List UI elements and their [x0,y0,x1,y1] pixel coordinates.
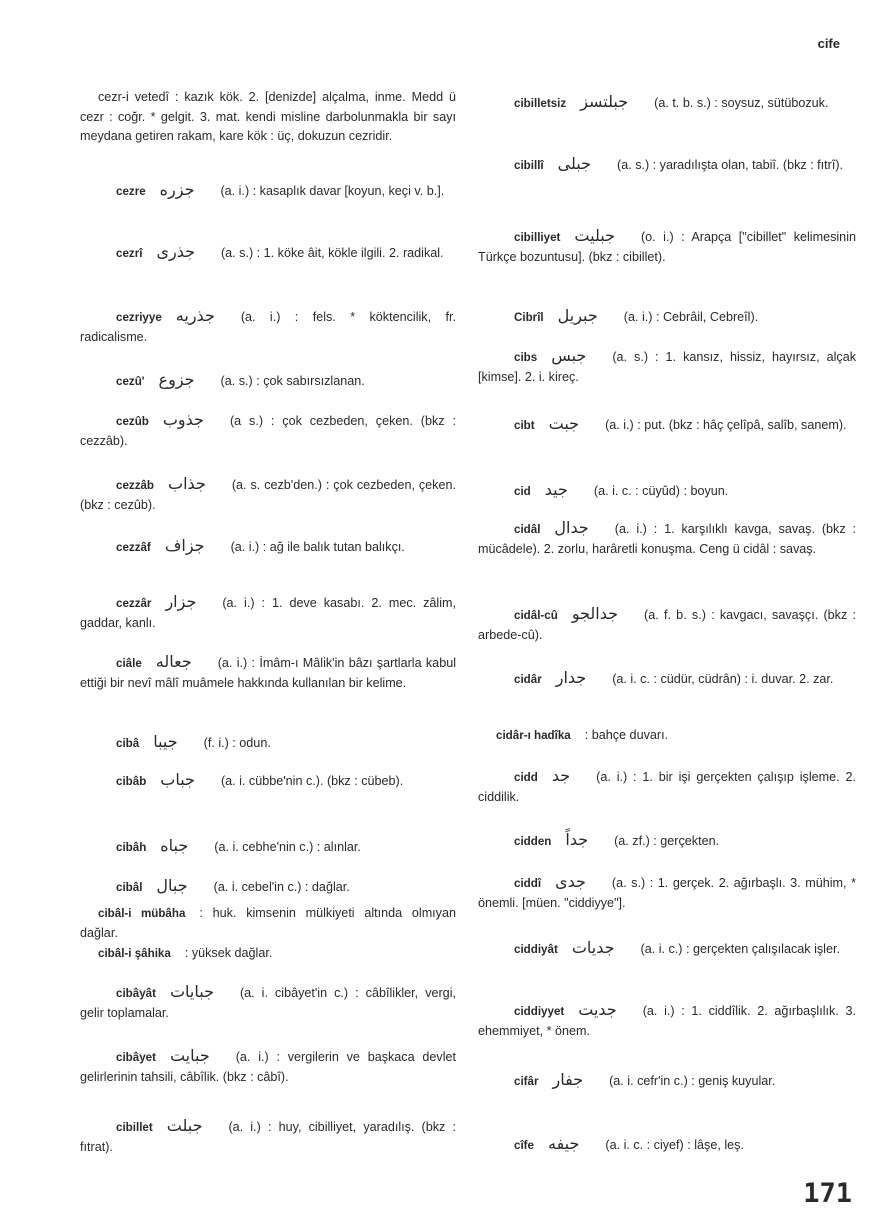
entry-headword: cidâr [514,673,542,686]
entry-definition: : bahçe duvarı. [584,728,669,742]
entry-arabic-script: جدال [554,518,589,537]
entry-arabic-script: جبریل [557,306,598,325]
entry-headword: cezrî [116,247,143,260]
entry-definition: (a. s.) : 1. köke âit, kökle ilgili. 2. radikal. [220,246,444,260]
entry-definition: (a. s.) : 1. kansız, hissiz, hayırsız, alçak [kimse]. 2. i. kireç. [478,350,856,384]
entry-headword: cibs [514,351,538,364]
dictionary-entry [80,904,456,943]
entry-headword: cezzâb [116,479,155,492]
dictionary-entry [478,938,856,960]
entry-arabic-script: جدالجو [571,604,619,623]
dictionary-entry [80,1116,456,1157]
entry-headword: cidâr-ı hadîka [496,729,571,742]
entry-arabic-script: جدی [555,872,586,891]
dictionary-entry [478,92,856,114]
entry-headword: cid [514,485,531,498]
entry-arabic-script: جبلی [557,154,591,173]
entry-arabic-script: جزوع [158,370,195,389]
entry-arabic-script: جید [544,480,568,499]
entry-headword: cezre [116,185,146,198]
entry-headword: cibillî [514,159,544,172]
entry-arabic-script: جیبا [153,732,178,751]
dictionary-entry [80,592,456,633]
dictionary-entry [80,536,456,558]
dictionary-entry [478,518,856,559]
entry-definition: (a. i. cübbe'nin c.). (bkz : cübeb). [220,774,404,788]
entry-definition: (a. i.) : 1. karşılıklı kavga, savaş. (bkz : mücâdele). 2. zorlu, harâretli konuşma. Ceng ü cidâl : savaş. [478,522,856,556]
running-head: cife [817,36,840,51]
entry-headword: cezzâf [116,541,151,554]
entry-headword: ciddiyât [514,943,558,956]
dictionary-entry [478,306,856,328]
entry-definition: (a. i.) : ağ ile balık tutan balıkçı. [230,540,405,554]
dictionary-entry [478,604,856,645]
entry-definition: (a. t. b. s.) : soysuz, sütübozuk. [654,96,829,110]
dictionary-entry [80,836,456,858]
entry-headword: cibilliyet [514,231,561,244]
page-number: 171 [803,1178,852,1209]
entry-definition: (a. i.) : Cebrâil, Cebreîl). [623,310,759,324]
entry-arabic-script: جعاله [155,652,192,671]
entry-headword: cezriyye [116,311,162,324]
entry-headword: cibâh [116,841,147,854]
entry-definition: (a. s.) : çok sabırsızlanan. [220,374,365,388]
entry-arabic-script: جدیت [578,1000,617,1019]
entry-definition: : huk. kimsenin mülkiyeti altında olmıyan dağlar. [80,906,456,940]
dictionary-entry [80,770,456,792]
entry-arabic-script: جداً [565,830,589,849]
dictionary-entry [80,410,456,451]
entry-definition: (a. i.) : huy, cibilliyet, yaradılış. (bkz : fıtrat). [80,1120,456,1154]
entry-headword: cezzâr [116,597,152,610]
entry-arabic-script: جبلیت [574,226,615,245]
entry-definition: (o. i.) : Arapça ["cibillet" kelimesinin Türkçe bozuntusu]. (bkz : cibillet). [478,230,856,264]
entry-arabic-script: جفار [552,1070,584,1089]
entry-definition: : yüksek dağlar. [184,946,273,960]
dictionary-entry [478,154,856,176]
entry-headword: cibillet [116,1121,153,1134]
dictionary-entry [80,1046,456,1087]
entry-definition: (a. i.) : 1. ciddîlik. 2. ağırbaşlılık. 3. ehemmiyet, * önem. [478,1004,856,1038]
entry-headword: Cibrîl [514,311,544,324]
dictionary-entry [80,370,456,392]
entry-arabic-script: جزار [165,592,197,611]
entry-headword: cibâyât [116,987,156,1000]
entry-definition: (a s.) : çok cezbeden, çeken. (bkz : cezzâb). [80,414,456,448]
entry-definition: (a. i. c. : ciyef) : lâşe, leş. [605,1138,744,1152]
dictionary-entry [80,180,456,202]
entry-definition: (a. i.) : kasaplık davar [koyun, keçi v. b.]. [220,184,445,198]
dictionary-entry [80,944,456,964]
entry-definition: (a. i. c. : cüdür, cüdrân) : i. duvar. 2. zar. [612,672,834,686]
dictionary-entry [478,1070,856,1092]
entry-arabic-script: جبال [156,876,188,895]
entry-headword: cifâr [514,1075,539,1088]
dictionary-entry [80,88,456,147]
entry-definition: (a. i. c.) : gerçekten çalışılacak işler. [640,942,840,956]
entry-definition: (a. f. b. s.) : kavgacı, savaşçı. (bkz : arbede-cû). [478,608,856,642]
entry-definition: (a. i.) : vergilerin ve başkaca devlet gelirlerinin tahsili, câbîlik. (bkz : câbî). [80,1050,456,1084]
entry-arabic-script: جدیات [571,938,615,957]
entry-headword: cibâl-i mübâha [98,907,186,920]
dictionary-entry [478,1134,856,1156]
dictionary-entry [80,242,456,264]
entry-arabic-script: جبایت [169,1046,210,1065]
entry-definition: (a. i.) : 1. deve kasabı. 2. mec. zâlim, gaddar, kanlı. [80,596,456,630]
entry-definition: (a. i. cibâyet'in c.) : câbîlikler, vergi, gelir toplamalar. [80,986,456,1020]
entry-arabic-script: جذریه [175,306,215,325]
entry-headword: cibâyet [116,1051,156,1064]
dictionary-entry [80,474,456,515]
entry-headword: cezûb [116,415,149,428]
entry-definition: (a. zf.) : gerçekten. [614,834,720,848]
entry-arabic-script: جزره [159,180,195,199]
entry-definition: (a. i.) : fels. * köktencilik, fr. radicalisme. [80,310,456,344]
entry-headword: ciddî [514,877,542,890]
entry-arabic-script: جبت [548,414,580,433]
dictionary-entry [478,766,856,807]
entry-headword: cibâb [116,775,147,788]
entry-definition: (a. i.) : put. (bkz : hâç çelîpâ, salîb, sanem). [605,418,847,432]
entry-headword: cibâ [116,737,140,750]
entry-arabic-script: جیفه [547,1134,580,1153]
dictionary-entry [80,306,456,347]
entry-headword: cidâl-cû [514,609,558,622]
entry-headword: cibt [514,419,535,432]
entry-definition: (a. s.) : yaradılışta olan, tabiî. (bkz : fıtrî). [617,158,844,172]
entry-definition: (a. i. cebel'in c.) : dağlar. [213,880,350,894]
entry-definition: (a. i. c. : cüyûd) : boyun. [593,484,729,498]
dictionary-entry [80,876,456,898]
entry-headword: cidd [514,771,538,784]
dictionary-entry [478,1000,856,1041]
entry-arabic-script: جذاب [168,474,206,493]
entry-headword: cîfe [514,1139,534,1152]
entry-headword: ciddiyyet [514,1005,565,1018]
entry-headword: cezû' [116,375,145,388]
entry-arabic-script: جباب [160,770,195,789]
entry-arabic-script: جذوب [162,410,204,429]
entry-arabic-script: جدار [555,668,587,687]
entry-arabic-script: جبلت [166,1116,203,1135]
entry-definition: (a. i.) : 1. bir işi gerçekten çalışıp işleme. 2. ciddilik. [478,770,856,804]
entry-arabic-script: جبس [551,346,587,365]
entry-headword: cibâl-i şâhika [98,947,171,960]
entry-headword: cibâl [116,881,143,894]
dictionary-entry [478,726,856,746]
entry-arabic-script: جبلتسز [580,92,629,111]
entry-definition: (a. i.) : İmâm-ı Mâlik'in bâzı şartlarla kabul ettiği bir nevî mâlî muâmele hakkında kullanılan bir kelime. [80,656,456,690]
entry-arabic-script: جباه [160,836,189,855]
entry-headword: ciâle [116,657,142,670]
entry-definition: (f. i.) : odun. [203,736,271,750]
entry-headword: cidâl [514,523,541,536]
dictionary-entry [478,346,856,387]
entry-definition: (a. s. cezb'den.) : çok cezbeden, çeken. (bkz : cezûb). [80,478,456,512]
dictionary-entry [478,872,856,913]
entry-arabic-script: جزاف [164,536,205,555]
dictionary-entry [478,226,856,267]
entry-arabic-script: جد [551,766,571,785]
entry-definition: (a. i. cebhe'nin c.) : alınlar. [214,840,361,854]
dictionary-entry [478,414,856,436]
entry-definition: (a. s.) : 1. gerçek. 2. ağırbaşlı. 3. mühim, * önemli. [müen. "ciddiyye"]. [478,876,856,910]
dictionary-entry [478,830,856,852]
entry-definition: (a. i. cefr'in c.) : geniş kuyular. [609,1074,776,1088]
entry-arabic-script: جذری [156,242,195,261]
dictionary-entry [80,982,456,1023]
entry-headword: cibilletsiz [514,97,567,110]
dictionary-entry [478,480,856,502]
dictionary-entry [478,668,856,690]
entry-headword: cidden [514,835,552,848]
dictionary-entry [80,732,456,754]
dictionary-entry [80,652,456,693]
entry-arabic-script: جبایات [169,982,214,1001]
entry-definition: cezr-i vetedî : kazık kök. 2. [denizde] alçalma, inme. Medd ü cezr : coğr. * gelgit. 3. mat. kendi misline darbolunmakla bir sayı meydana getiren rakam, kare kök : üç, dokuzun cezridir. [80,90,456,143]
